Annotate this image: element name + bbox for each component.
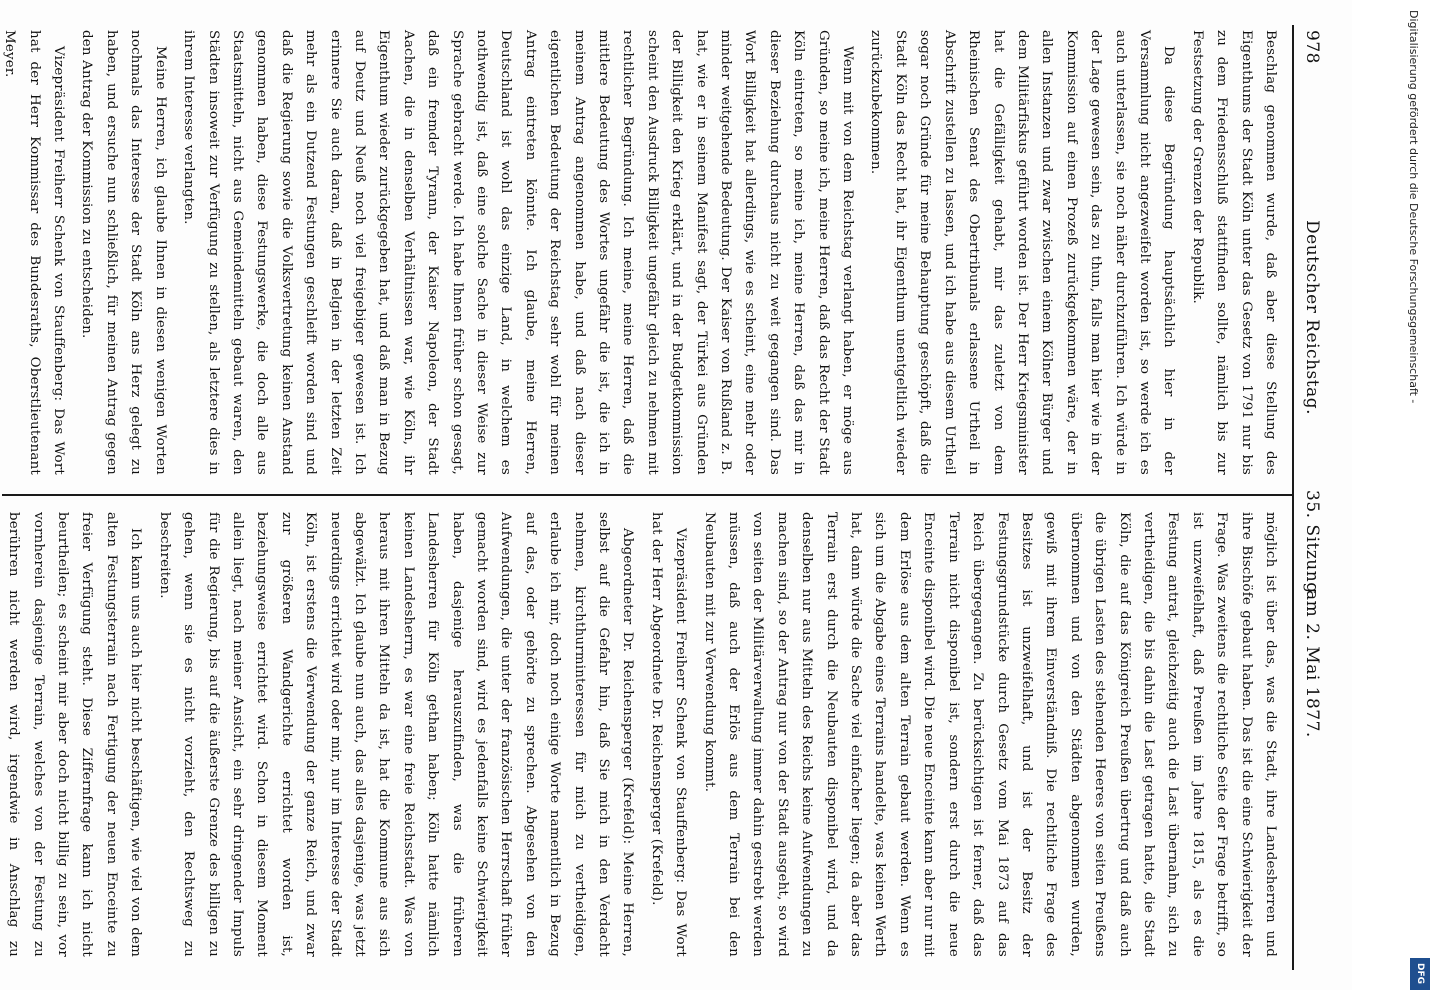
speaker-paragraph: Vizepräsident Freiherr Schenk von Stauffenberg: Das Wort hat der Herr Abgeordnete Dr. Reichensperger (Krefeld).	[648, 512, 689, 957]
column-divider	[2, 494, 1292, 496]
paragraph: Wenn mit von dem Reichstag verlangt haben, er möge aus Gründen, so meine ich, meine Herren, daß das Recht der Stadt Köln eintreten, so meine ich, meine Herren, daß das mir in dieser Beziehung durchaus nicht zu weit gegangen sind. Das Wort Billigkeit hat allerdings, wie es scheint, eine mehr oder minder weitgehende Bedeutung. Der Kaiser von Rußland z. B. hat, wie er in seinem Manifest sagt, der Türkei aus Gründen der Billigkeit den Krieg erklärt, und in der Budgetkommission scheint den Ausdruck Billigkeit ungefähr gleich zu nehmen mit rechtlicher Begründung. Ich meine, meine Herren, daß die mittlere Bedeutung des Wortes ungefähr die ist, die ich in meinem Antrag angenommen habe, und daß nach dieser eigentlichen Bedeutung der Reichstag sehr wohl für meinen Antrag eintreten könnte. Ich glaube, meine Herren, Deutschland ist wohl das einzige Land, in welchem es nothwendig ist, daß eine solche Sache in dieser Weise zur Sprache gebracht werde. Ich habe Ihnen früher schon gesagt, daß ein fremder Tyrann, der Kaiser Napoleon, der Stadt Aachen, die in denselben Verhältnissen war, wie Köln, ihr Eigenthum wieder zurückgegeben hat, und daß man in Bezug auf Deutz und Neuß noch viel freigebiger gewesen ist. Ich erinnere Sie auch daran, daß in Belgien in der letzten Zeit mehr als ein Dutzend Festungen geschleift worden sind und daß die Regierung sowie die Volksvertretung keinen Anstand genommen haben, diese Festungswerke, die doch alle aus Staatsmitteln, nicht aus Gemeindemitteln gebaut waren, den Städten insoweit zur Verfügung zu stellen, als letztere dies in ihrem Interesse verlangten.	[181, 30, 856, 475]
publication-title: Deutscher Reichstag.	[1302, 220, 1322, 415]
left-column	[0, 30, 1282, 475]
speaker-paragraph: Vizepräsident Freiherr Schenk von Stauffenberg: Das Wort hat der Herr Kommissar des Bundesraths, Oberstlieutenant Meyer.	[2, 30, 67, 475]
funding-stamp	[1400, 10, 1426, 990]
session-number: 35. Sitzung	[1302, 490, 1322, 594]
paragraph: möglich ist über das, was die Stadt, ihre Landesherren und ihre Bischöfe gebaut haben. Das ist die eine Schwierigkeit der Frage. Was zweitens die rechtliche Seite der Frage betrifft, so ist unzweifelhaft, daß Preußen im Jahre 1815, als es die Festung antrat, gleichzeitig auch die Last übernahm, sich zu vertheidigen, die bis dahin die Last getragen hatte, die Stadt Köln, die auf das Königreich Preußen übertrug und daß auch die übrigen Lasten des stehenden Heeres von seiten Preußens übernommen und von den Städten abgenommen wurden, gewiß mit ihrem Einverständniß. Die rechtliche Frage des Besitzes ist unzweifelhaft, und ist der Besitz der Festungsgrundstücke durch Gesetz vom Mai 1873 auf das Reich übergegangen. Zu berücksichtigen ist ferner, daß das Terrain nicht disponibel ist, sondern erst durch die neue Enceinte disponibel wird. Die neue Enceinte kann aber nur mit dem Erlöse aus dem alten Terrain gebaut werden. Wenn es sich um die Abgabe eines Terrains handelte, was keinen Werth hat, dann würde die Sache viel einfacher liegen; da aber das Terrain erst durch die Neubauten disponibel wird, und da denselben nur aus Mitteln des Reichs keine Aufwendungen zu machen sind, so der Antrag nur von der Stadt ausgeht, so wird von seiten der Militärverwaltung immer dahin gestrebt werden müssen, daß auch der Erlös aus dem Terrain bei den Neubauten mit zur Verwendung kommt.	[701, 512, 1278, 957]
funding-text: Digitalisierung gefördert durch die Deutsche Forschungsgemeinschaft -	[1407, 10, 1420, 404]
session-date: am 2. Mai 1877.	[1302, 590, 1322, 738]
dfg-logo: DFG	[1410, 958, 1430, 990]
page-header	[1294, 30, 1324, 960]
paragraph: Meine Herren, ich glaube Ihnen in diesen wenigen Worten nochmals das Interesse der Stadt Köln ans Herz gelegt zu haben, und ersuche nun schließlich, für meinen Antrag gegen den Antrag der Kommission zu entscheiden.	[79, 30, 168, 475]
paragraph: Beschlag genommen wurde, daß aber diese Stellung des Eigenthums der Stadt Köln unter das Gesetz von 1791 nur bis zu dem Friedensschluß stattfinden sollte, nämlich bis zur Festsetzung der Grenzen der Republik.	[1189, 30, 1278, 475]
page-number: 978	[1302, 30, 1322, 64]
header-rule	[1292, 25, 1294, 970]
paragraph: Da diese Begründung hauptsächlich hier in der Versammlung nicht angezweifelt worden ist, so werde ich es auch unterlassen, sie noch näher durchzuführen. Ich würde in der Lage gewesen sein, das zu thun, falls man hier wie in der Kommission auf einen Prozeß zurückgekommen wäre, der in allen Instanzen und zwar zwischen einem Kölner Bürger und dem Militärfiskus geführt worden ist. Der Herr Kriegsminister hat die Gefälligkeit gehabt, mir das zuletzt von dem Rheinischen Senat des Obertribunals erlassene Urtheil in Abschrift zustellen zu lassen, und ich habe aus diesem Urtheil sogar noch Gründe für meine Behauptung geschöpft, daß die Stadt Köln das Recht hat, ihr Eigenthum unentgeltlich wieder zurückzubekommen.	[868, 30, 1177, 475]
paragraph: Ich kann uns auch hier nicht beschäftigen, wie viel von dem alten Festungsterrain nach Fertigung der neuen Enceinte zu freier Verfügung steht. Diese Ziffernfrage kann ich nicht beurtheilen; es scheint mir aber doch nicht billig zu sein, vor vornherein dasjenige Terrain, welches von der Festung zu berühren nicht werden wird, irgendwie in Anschlag zu	[6, 512, 144, 957]
right-column	[0, 512, 1282, 957]
speaker-paragraph: Abgeordneter Dr. Reichensperger (Krefeld): Meine Herren, selbst auf die Gefahr hin, daß Sie mich in den Verdacht nehmen, kirchthurminteressen für mich zu vertheidigen, erlaube ich mir, doch noch einige Worte namentlich in Bezug auf das, oder gehörte zu sprechen. Abgesehen von den Aufwendungen, die unter der französischen Herrschaft früher gemacht worden sind, wird es jedenfalls keine Schwierigkeit haben, dasjenige herauszufinden, was die früheren Landesherren für Köln gethan haben; Köln hatte nämlich keinen Landesherrn, es war eine freie Reichsstadt. Was von heraus mit ihren Mitteln da ist, hat die Kommune aus sich abgewälzt. Ich glaube nun auch, das alles dasjenige, was jetzt neuerdings errichtet wird oder mir, nur im Interesse der Stadt Köln, ist erstens die Verwendung der ganze Reich, und zwar zur größeren Wandgerichte errichtet worden ist, beziehungsweise errichtet wird. Schon in diesem Moment allein liegt, nach meiner Ansicht, ein sehr dringender Impuls für die Regierung, bis auf die äußerste Grenze des billigen zu gehen, wenn sie es nicht vorzieht, den Rechtsweg zu beschreiten.	[156, 512, 636, 957]
